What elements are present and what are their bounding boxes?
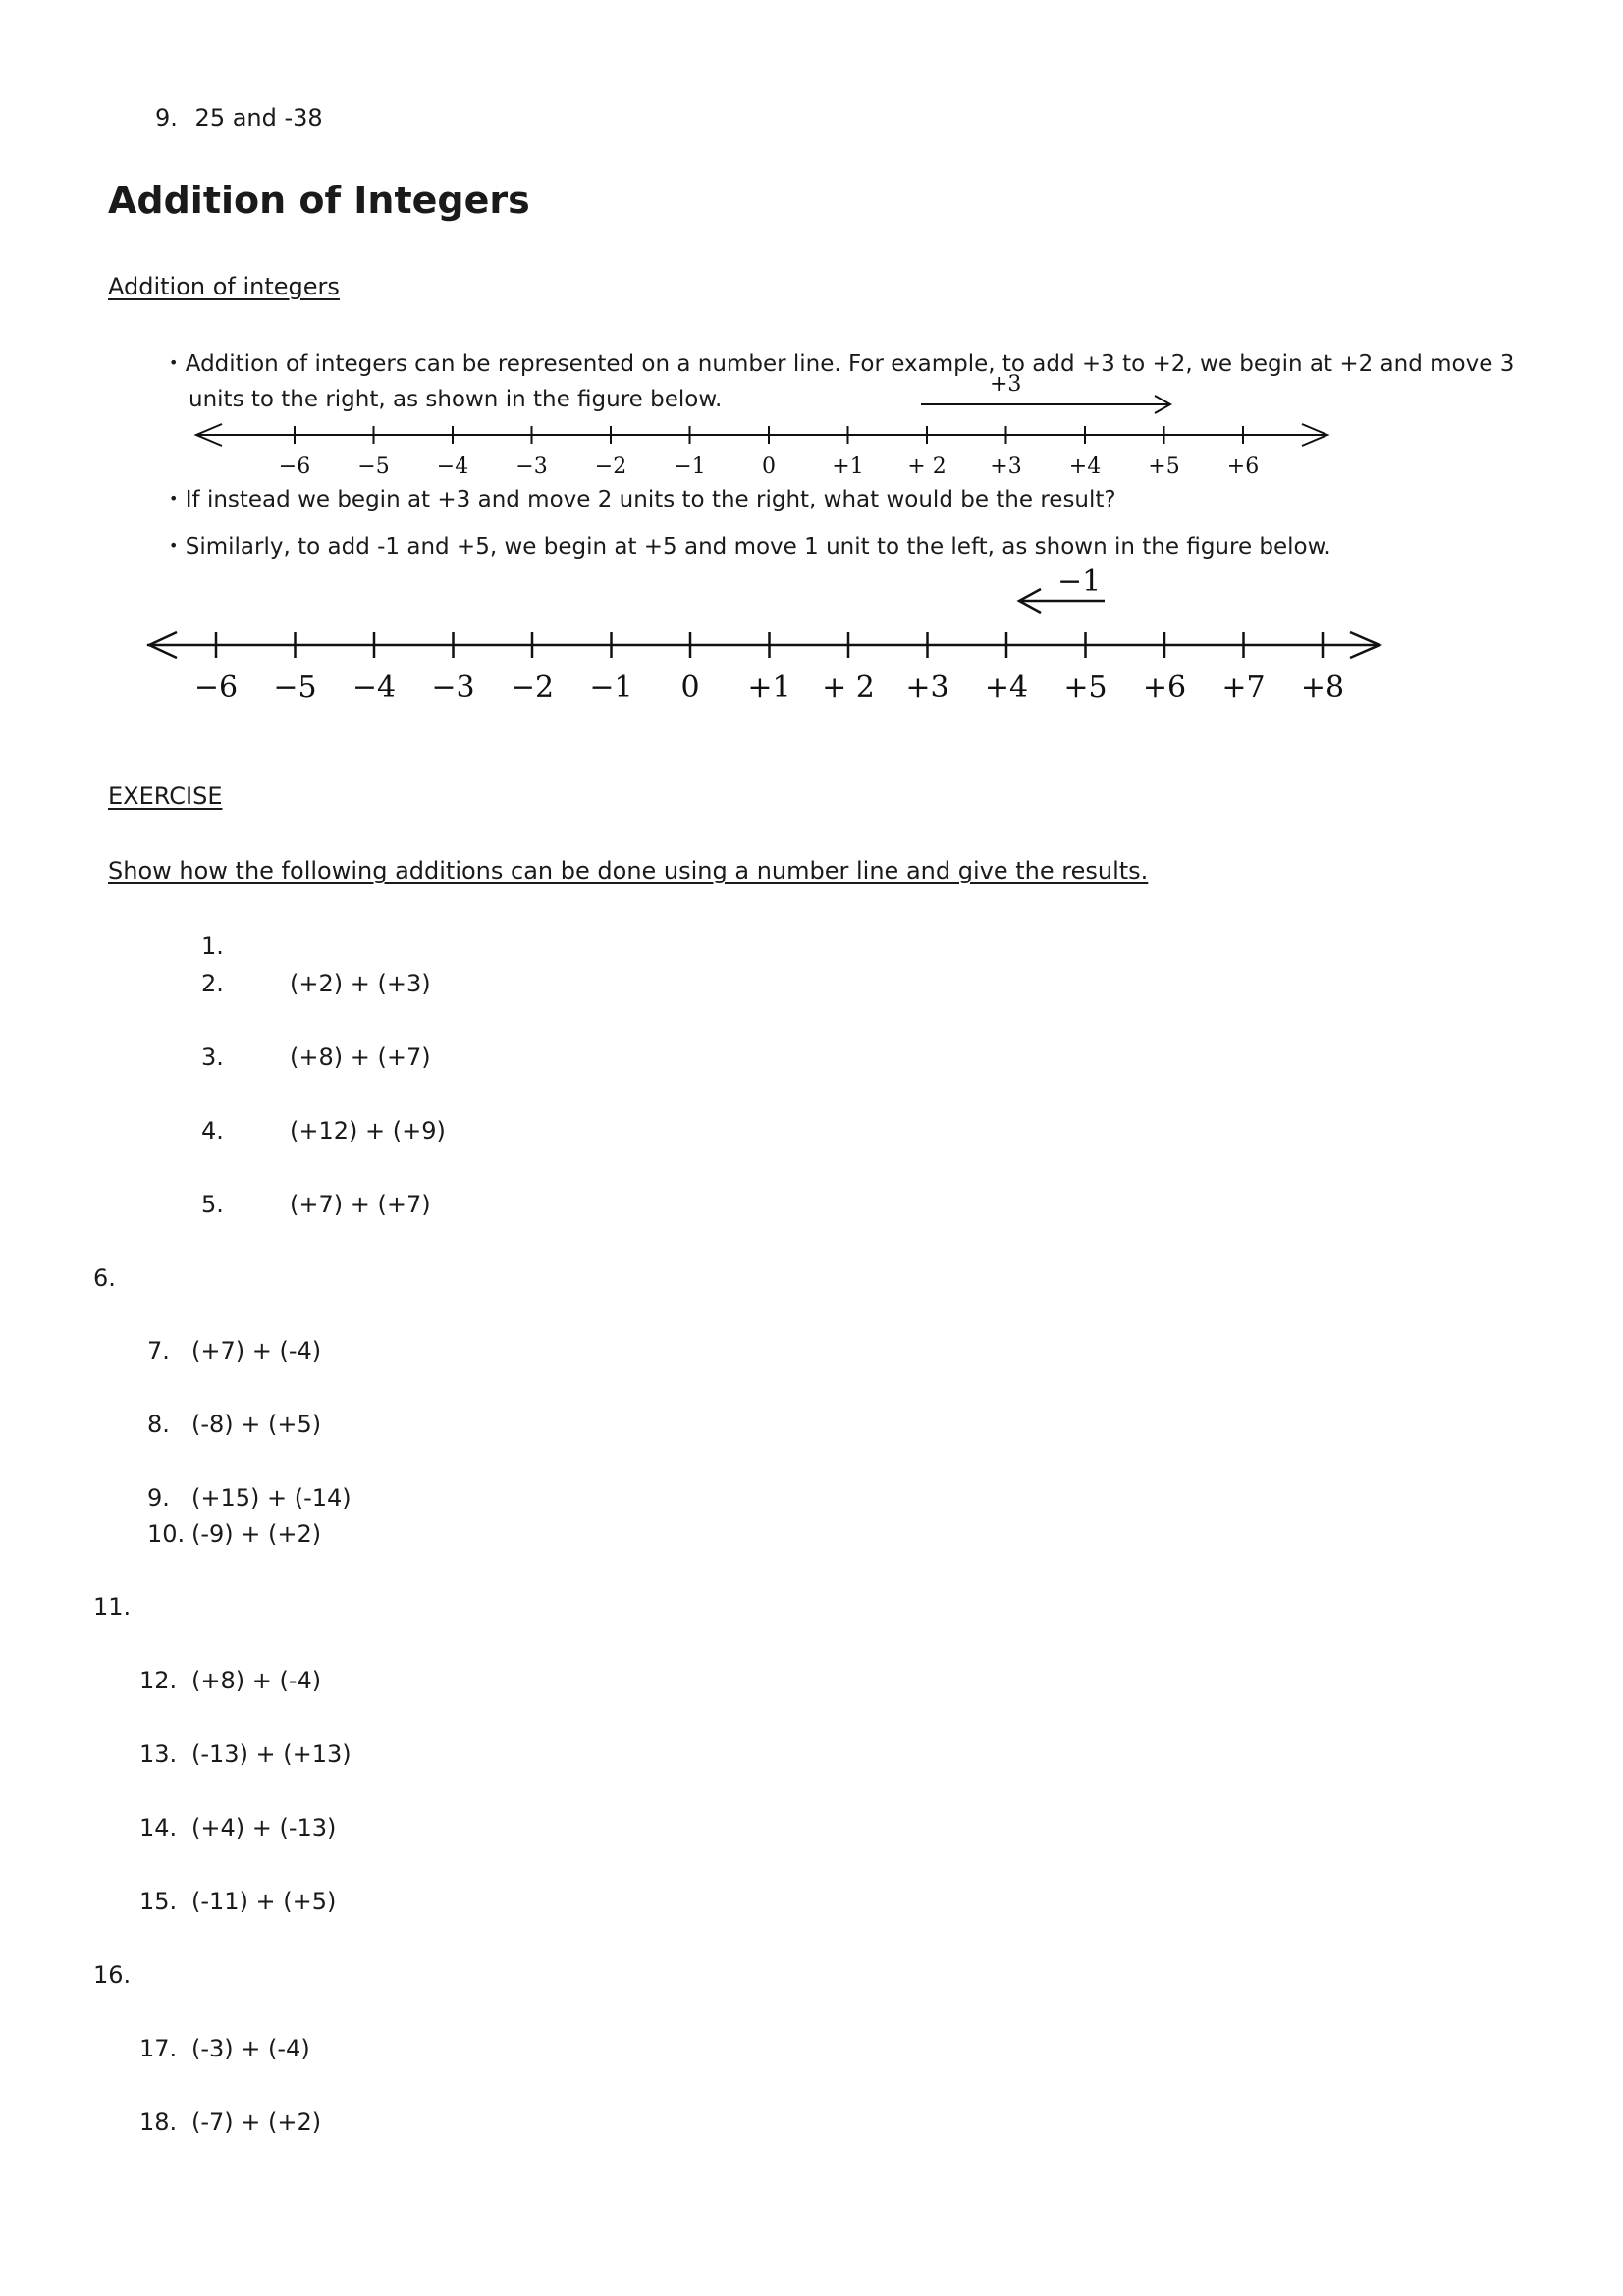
number-line-2-tick-label: +8	[1300, 670, 1345, 705]
bullet-2	[169, 481, 1116, 517]
exercise-number: 10.	[147, 1521, 186, 1548]
number-line-2-tick-label: −3	[431, 670, 475, 705]
exercise-number: 6.	[93, 1264, 116, 1292]
exercise-number: 4.	[201, 1117, 224, 1145]
exercise-16	[93, 1961, 131, 1989]
number-line-1-tick-label: +6	[1226, 454, 1260, 479]
exercise-number: 14.	[139, 1814, 178, 1842]
exercise-6	[93, 1264, 116, 1292]
exercise-number: 1.	[201, 933, 224, 960]
number-line-2-arrow-label: −1	[1057, 564, 1102, 599]
exercise-number: 18.	[139, 2109, 178, 2136]
exercise-expression: (+2) + (+3)	[290, 970, 431, 997]
bullet-1-line-1: Addition of integers can be represented on a number line. For example, to add +3 to +2, we begin at +2 and move 3	[185, 351, 1515, 377]
number-line-1-tick-label: 0	[762, 454, 776, 479]
exercise-expression: (+4) + (-13)	[191, 1814, 337, 1842]
exercise-number: 13.	[139, 1740, 178, 1768]
exercise-number: 7.	[147, 1337, 170, 1364]
number-line-1-tick-label: −2	[594, 454, 627, 479]
bullet-marker: •	[169, 353, 179, 372]
top-item-text: 25 and -38	[194, 104, 323, 132]
exercise-18	[139, 2109, 322, 2136]
exercise-expression: (-11) + (+5)	[191, 1888, 337, 1915]
number-line-1-jump-arrow	[921, 396, 1170, 413]
number-line-1-tick-label: −3	[515, 454, 548, 479]
number-line-1-tick-label: −6	[278, 454, 311, 479]
exercise-3	[201, 1043, 431, 1071]
exercise-number: 5.	[201, 1191, 224, 1218]
number-line-2-tick-label: +5	[1063, 670, 1108, 705]
number-line-2-tick-label: +6	[1142, 670, 1187, 705]
exercise-number: 11.	[93, 1593, 132, 1621]
bullet-2-text: If instead we begin at +3 and move 2 units to the right, what would be the result?	[185, 487, 1116, 512]
exercise-number: 17.	[139, 2035, 178, 2062]
number-line-2-tick-label: +3	[905, 670, 949, 705]
exercise-number: 12.	[139, 1667, 178, 1694]
exercise-8	[147, 1411, 322, 1438]
page-title: Addition of Integers	[108, 179, 530, 222]
exercise-2	[201, 970, 431, 997]
exercise-expression: (-7) + (+2)	[191, 2109, 322, 2136]
exercise-number: 3.	[201, 1043, 224, 1071]
number-line-2-tick-label: + 2	[822, 670, 875, 705]
number-line-2-tick-label: −5	[273, 670, 317, 705]
top-item-number: 9.	[155, 104, 178, 132]
exercise-15	[139, 1888, 337, 1915]
bullet-marker: •	[169, 489, 179, 507]
exercise-expression: (-8) + (+5)	[191, 1411, 322, 1438]
bullet-1-line-2: units to the right, as shown in the figure below.	[189, 387, 723, 412]
section-heading: Addition of integers	[108, 273, 340, 300]
number-line-1-tick-label: +4	[1068, 454, 1102, 479]
exercise-expression: (+7) + (+7)	[290, 1191, 431, 1218]
number-line-1-arrow-label: +3	[990, 372, 1022, 397]
exercise-14	[139, 1814, 337, 1842]
exercise-number: 16.	[93, 1961, 132, 1989]
exercise-expression: (-9) + (+2)	[191, 1521, 322, 1548]
number-line-1-tick-label: + 2	[907, 454, 947, 479]
number-line-2-tick-label: −4	[352, 670, 397, 705]
number-line-2-axis	[147, 632, 1380, 658]
exercise-expression: (+8) + (-4)	[191, 1667, 322, 1694]
exercise-number: 9.	[147, 1484, 170, 1512]
exercise-number: 8.	[147, 1411, 170, 1438]
number-line-2-tick-label: −2	[510, 670, 555, 705]
exercise-expression: (+8) + (+7)	[290, 1043, 431, 1071]
number-line-1-tick-label: −4	[436, 454, 469, 479]
exercise-1	[201, 933, 224, 960]
number-line-1-tick-label: −5	[357, 454, 390, 479]
bullet-marker: •	[169, 536, 179, 555]
number-line-2-tick-label: +1	[747, 670, 791, 705]
exercise-7	[147, 1337, 322, 1364]
exercise-4	[201, 1117, 446, 1145]
exercise-expression: (+12) + (+9)	[290, 1117, 446, 1145]
exercise-10	[147, 1521, 322, 1548]
exercise-number: 15.	[139, 1888, 178, 1915]
exercise-expression: (+15) + (-14)	[191, 1484, 352, 1512]
number-line-1-tick-label: −1	[674, 454, 706, 479]
number-line-1-tick-label: +1	[832, 454, 864, 479]
number-line-1-tick-label: +3	[990, 454, 1022, 479]
exercise-instruction: Show how the following additions can be done using a number line and give the results.	[108, 857, 1149, 884]
exercise-13	[139, 1740, 352, 1768]
bullet-3-text: Similarly, to add -1 and +5, we begin at +5 and move 1 unit to the left, as shown in the figure below.	[185, 534, 1331, 560]
exercise-expression: (+7) + (-4)	[191, 1337, 322, 1364]
number-line-2-tick-label: +7	[1221, 670, 1266, 705]
number-line-2-tick-label: 0	[680, 670, 700, 705]
exercise-expression: (-13) + (+13)	[191, 1740, 352, 1768]
number-line-1	[0, 0, 1623, 510]
exercise-11	[93, 1593, 131, 1621]
number-line-2	[0, 550, 1623, 717]
exercise-12	[139, 1667, 322, 1694]
number-line-1-axis	[196, 424, 1327, 446]
number-line-2-tick-label: −6	[193, 670, 239, 705]
exercise-expression: (-3) + (-4)	[191, 2035, 310, 2062]
exercise-17	[139, 2035, 310, 2062]
exercise-9	[147, 1484, 352, 1512]
exercise-5	[201, 1191, 431, 1218]
exercise-number: 2.	[201, 970, 224, 997]
number-line-2-tick-label: −1	[589, 670, 633, 705]
exercise-heading: EXERCISE	[108, 782, 223, 810]
number-line-1-tick-label: +5	[1148, 454, 1180, 479]
number-line-2-tick-label: +4	[984, 670, 1029, 705]
